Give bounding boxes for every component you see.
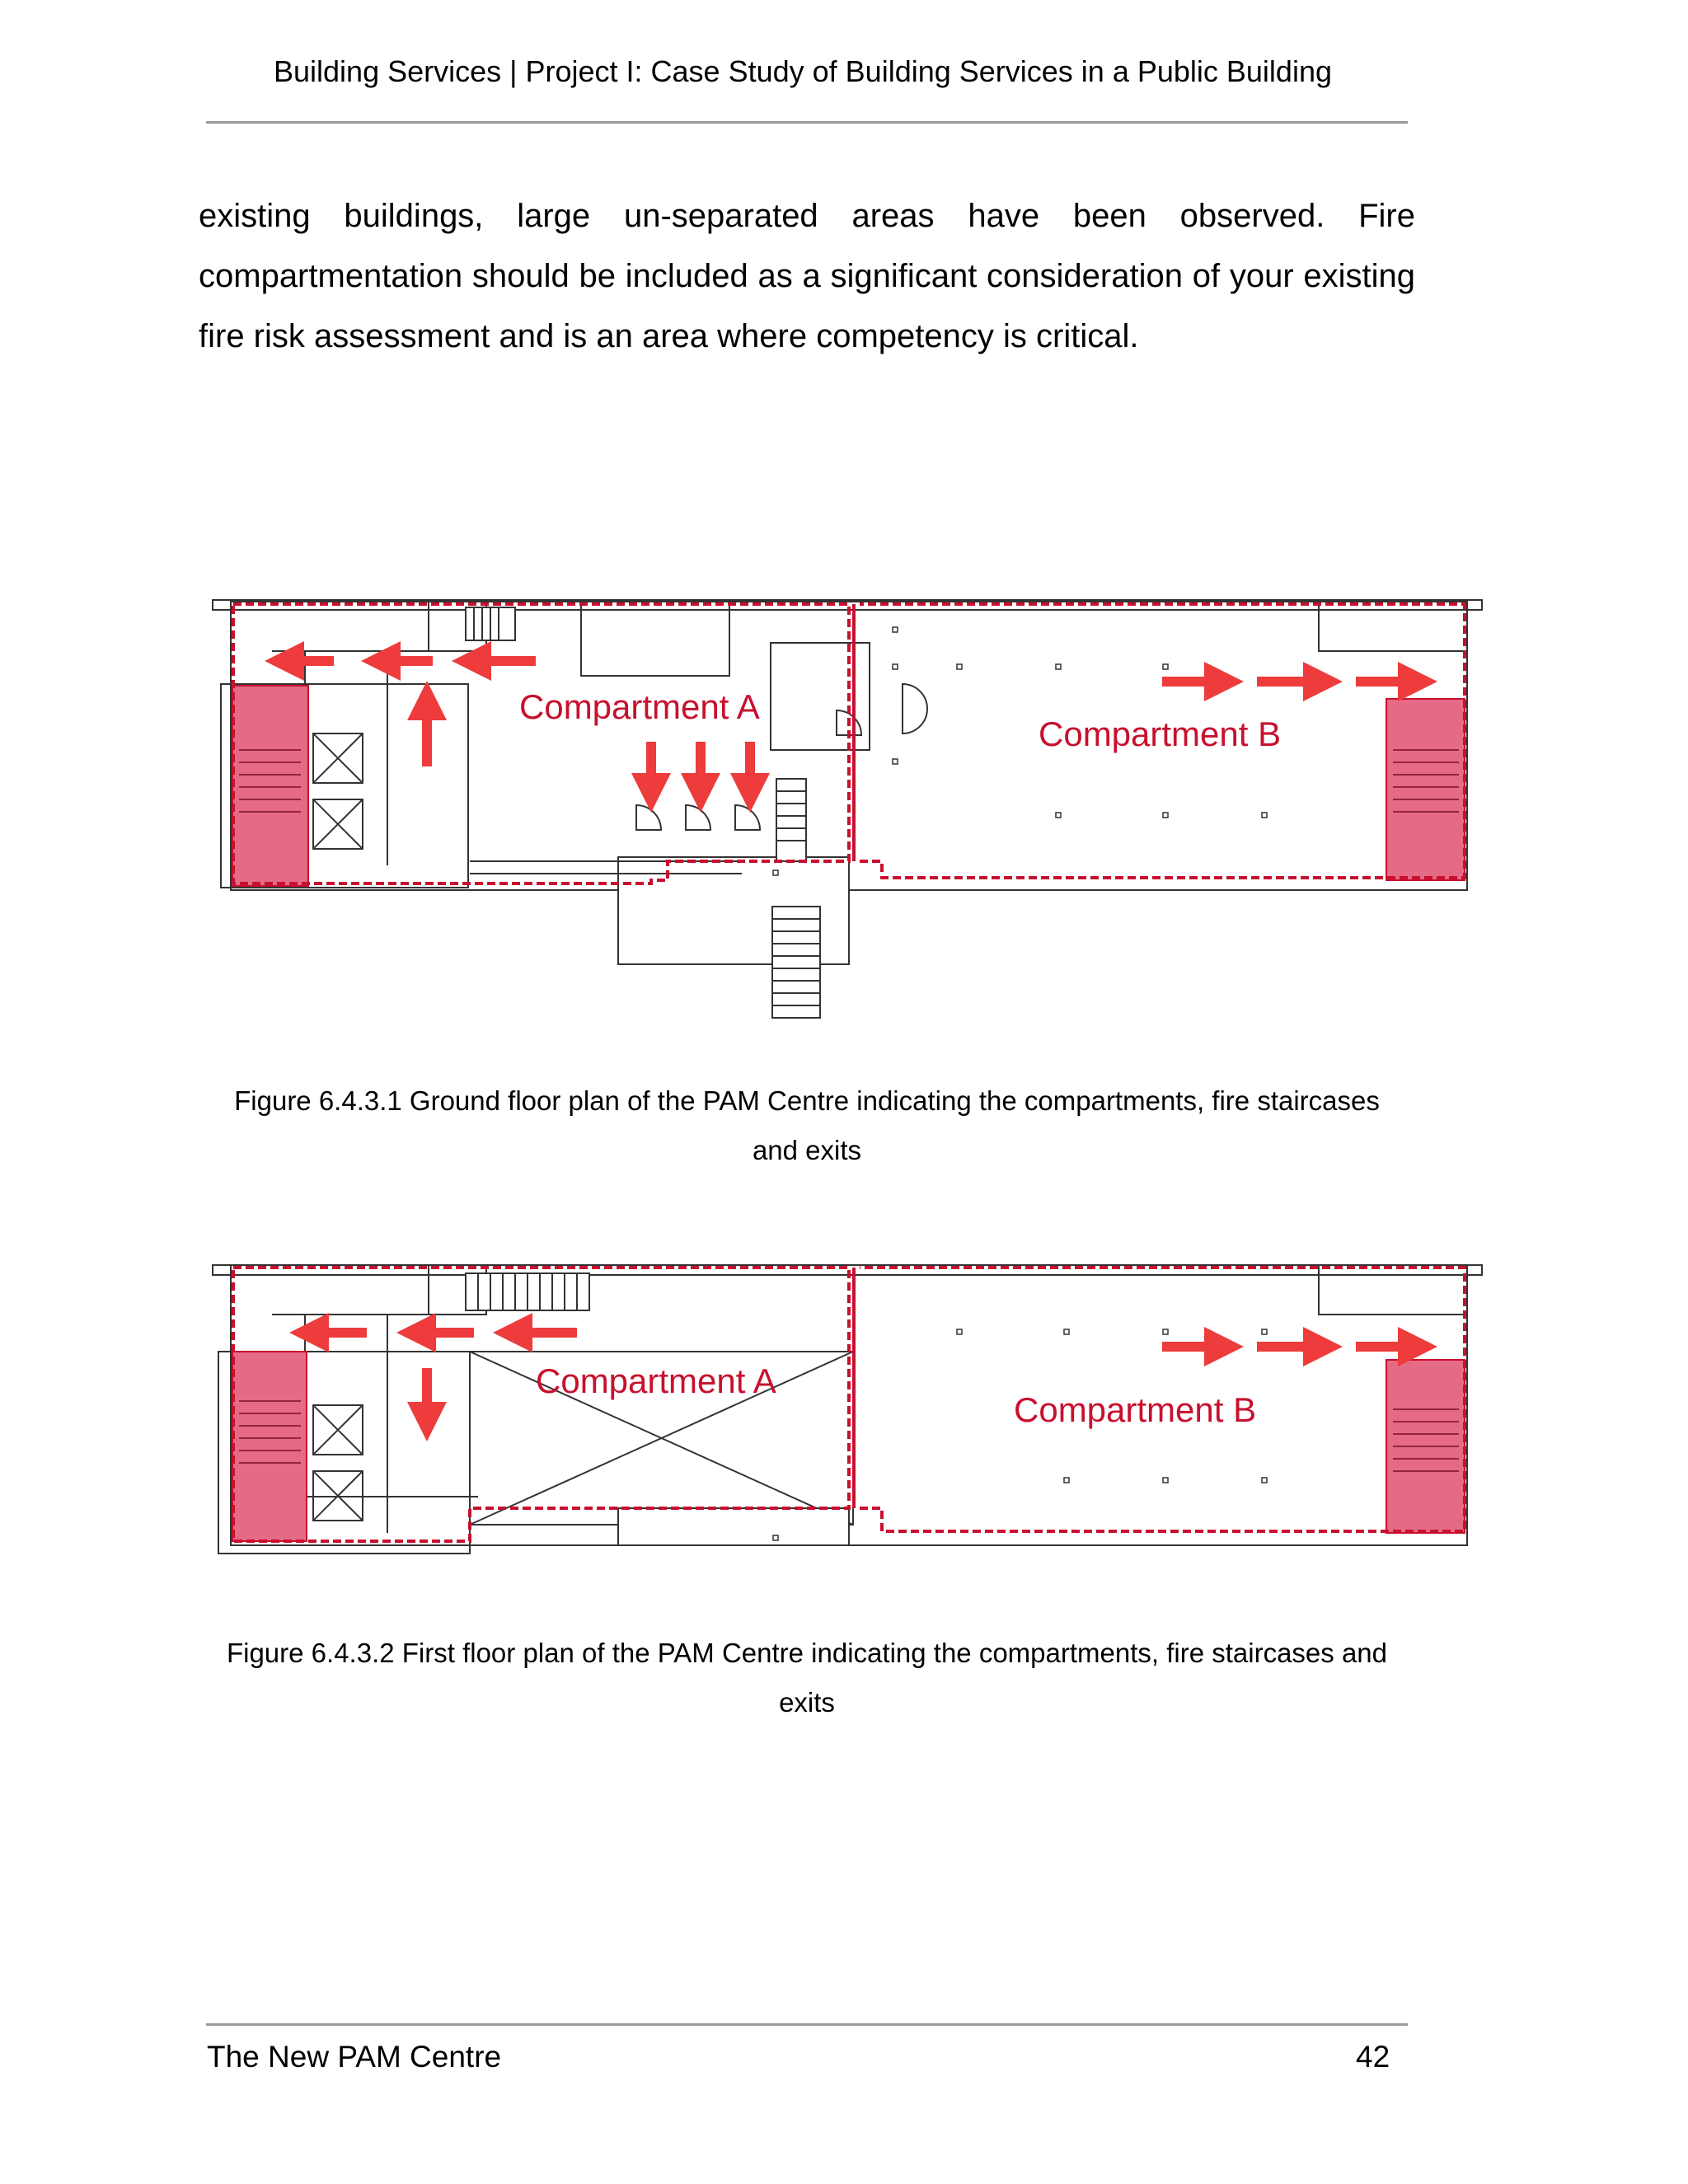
body-line: existing buildings, large un-separated areas have been observed. Fire (199, 198, 1415, 234)
footer-rule (206, 2023, 1408, 2026)
body-line: compartmentation should be included as a significant consideration of your existing (199, 258, 1415, 294)
first-floor-plan (206, 1236, 1484, 1566)
page-number: 42 (1356, 2040, 1390, 2074)
compartment-b-label: Compartment B (1039, 715, 1282, 753)
compartment-b-label: Compartment B (1014, 1390, 1257, 1429)
figure-caption (0, 1629, 1614, 1727)
footer-title: The New PAM Centre (207, 2040, 502, 2074)
caption-line: exits (779, 1687, 835, 1718)
header-rule (206, 121, 1408, 124)
figure-caption (0, 1076, 1614, 1175)
compartment-a-label: Compartment A (519, 687, 760, 726)
body-line: fire risk assessment and is an area where competency is critical. (199, 318, 1139, 354)
header-title: Building Services | Project I: Case Study of Building Services in a Public Building (274, 54, 1332, 88)
caption-line: Figure 6.4.3.1 Ground floor plan of the PAM Centre indicating the compartments, fire staircases (234, 1085, 1380, 1116)
body-paragraph (199, 186, 1415, 367)
caption-line: Figure 6.4.3.2 First floor plan of the PAM Centre indicating the compartments, fire staircases and (226, 1638, 1388, 1668)
caption-line: and exits (752, 1135, 862, 1165)
running-header (0, 54, 1688, 89)
ground-floor-plan (206, 577, 1484, 1038)
compartment-a-label: Compartment A (536, 1361, 776, 1400)
